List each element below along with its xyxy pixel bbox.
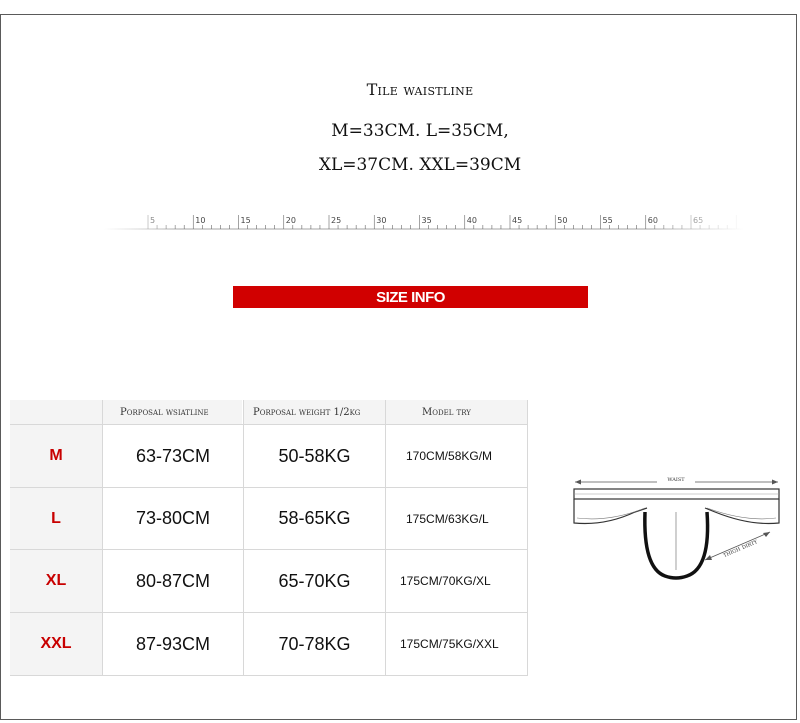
header-weight: Porposal weight 1/2kg — [243, 400, 385, 424]
waistline-title: Tile waistline — [366, 80, 474, 99]
underwear-diagram — [565, 468, 790, 583]
thigh-label: thigh dirty — [721, 537, 759, 559]
header-waistline: Porposal wsiatline — [102, 400, 242, 424]
table-divider — [527, 400, 528, 676]
weight-xxl: 70-78KG — [278, 633, 351, 654]
table-divider — [10, 675, 528, 676]
waist-l: 73-80CM — [135, 508, 211, 528]
size-label-xxl: XXL — [40, 635, 72, 652]
arrow-left-icon — [575, 480, 581, 485]
model-xxl: 175CM/75KG/XXL — [400, 637, 499, 651]
model-m: 170CM/58KG/M — [406, 449, 493, 463]
waist-xxl: 87-93CM — [135, 633, 211, 654]
waist-m: 63-73CM — [135, 445, 211, 466]
size-table — [10, 400, 528, 676]
weight-xl: 65-70KG — [278, 570, 351, 591]
model-xl: 175CM/70KG/XL — [400, 574, 491, 588]
arrow-right-icon — [772, 480, 778, 485]
size-label-xl: XL — [45, 572, 67, 589]
waist-xl: 80-87CM — [135, 570, 211, 591]
size-label-l: L — [51, 509, 61, 527]
weight-m: 50-58KG — [278, 445, 351, 466]
arrow-left-icon — [705, 555, 712, 560]
waistline-sizes-line-1: M=33CM. L=35CM, — [331, 121, 509, 141]
weight-l: 58-65KG — [278, 508, 351, 528]
size-info-banner: SIZE INFO — [233, 286, 588, 308]
model-l: 175CM/63KG/L — [406, 511, 489, 526]
measuring-ruler — [104, 212, 744, 234]
header-model-try: Model try — [386, 400, 528, 424]
waist-label: waist — [667, 475, 685, 483]
size-label-m: M — [49, 447, 63, 464]
waistline-sizes-line-2: XL=37CM. XXL=39CM — [318, 155, 522, 175]
